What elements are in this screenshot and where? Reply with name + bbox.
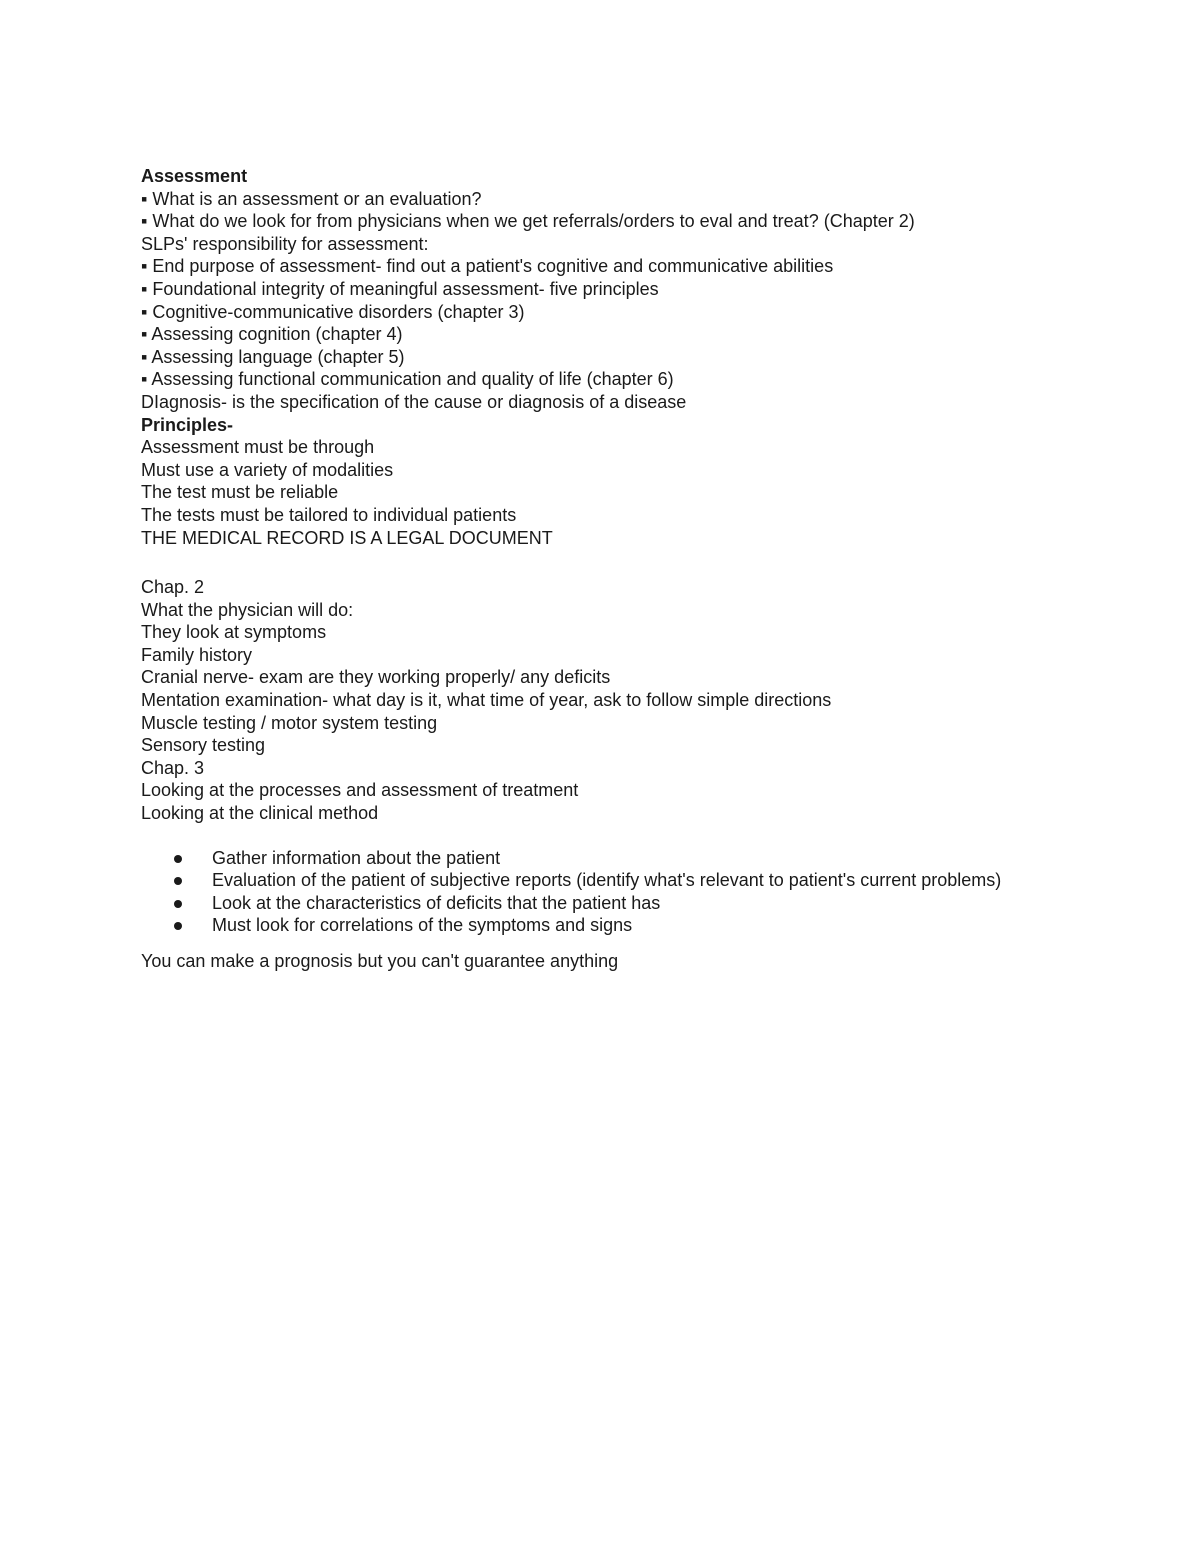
paragraph-spacer <box>141 549 1001 576</box>
assessment-line: DIagnosis- is the specification of the cause or diagnosis of a disease <box>141 391 687 412</box>
assessment-line: ▪ Assessing language (chapter 5) <box>141 346 405 367</box>
chapter-line: Mentation examination- what day is it, what time of year, ask to follow simple directions <box>141 690 832 711</box>
list-item <box>141 847 1002 870</box>
assessment-line: SLPs' responsibility for assessment: <box>141 233 429 254</box>
bullet-icon <box>174 922 182 930</box>
clinical-method-list <box>141 847 1001 937</box>
closing-line: You can make a prognosis but you can't guarantee anything <box>141 951 619 971</box>
principle-line: Must use a variety of modalities <box>141 459 394 480</box>
principle-line: THE MEDICAL RECORD IS A LEGAL DOCUMENT <box>141 527 553 548</box>
chapter-line: Sensory testing <box>141 735 266 756</box>
chapter-line: They look at symptoms <box>141 622 327 643</box>
bullet-icon <box>174 900 182 908</box>
assessment-line: ▪ Cognitive-communicative disorders (chapter 3) <box>141 301 525 322</box>
principle-line: The tests must be tailored to individual patients <box>141 504 517 525</box>
assessment-line: ▪ Assessing functional communication and quality of life (chapter 6) <box>141 369 674 390</box>
chapter-line: Chap. 3 <box>141 757 205 778</box>
chapter-line: Chap. 2 <box>141 577 205 598</box>
assessment-line: ▪ What do we look for from physicians when we get referrals/orders to eval and treat? (Chapter 2) <box>141 211 915 232</box>
principles-heading: Principles- <box>141 414 234 435</box>
assessment-line: ▪ Foundational integrity of meaningful assessment- five principles <box>141 278 659 299</box>
bullet-icon <box>174 877 182 885</box>
list-item <box>141 869 1002 892</box>
chapter-line: Family history <box>141 644 253 665</box>
document-body <box>141 165 1001 973</box>
principle-line: Assessment must be through <box>141 437 375 458</box>
list-item-text: Look at the characteristics of deficits that the patient has <box>212 892 661 913</box>
principle-line: The test must be reliable <box>141 482 339 503</box>
chapter-line: Looking at the processes and assessment of treatment <box>141 780 579 801</box>
assessment-line: ▪ Assessing cognition (chapter 4) <box>141 324 403 345</box>
assessment-line: ▪ End purpose of assessment- find out a patient's cognitive and communicative abilities <box>141 256 834 277</box>
chapter-line: Muscle testing / motor system testing <box>141 712 438 733</box>
assessment-heading: Assessment <box>141 166 248 186</box>
chapter-line: What the physician will do: <box>141 599 354 620</box>
bullet-icon <box>174 855 182 863</box>
assessment-line: ▪ What is an assessment or an evaluation? <box>141 188 482 209</box>
list-item <box>141 892 1002 915</box>
paragraph-spacer <box>141 825 1001 847</box>
list-item-text: Evaluation of the patient of subjective reports (identify what's relevant to patient's current problems) <box>212 870 1002 891</box>
list-item-text: Gather information about the patient <box>212 847 501 868</box>
list-item <box>141 914 1002 937</box>
list-item-text: Must look for correlations of the symptoms and signs <box>212 915 633 936</box>
chapter-line: Cranial nerve- exam are they working properly/ any deficits <box>141 667 611 688</box>
chapter-line: Looking at the clinical method <box>141 803 379 824</box>
